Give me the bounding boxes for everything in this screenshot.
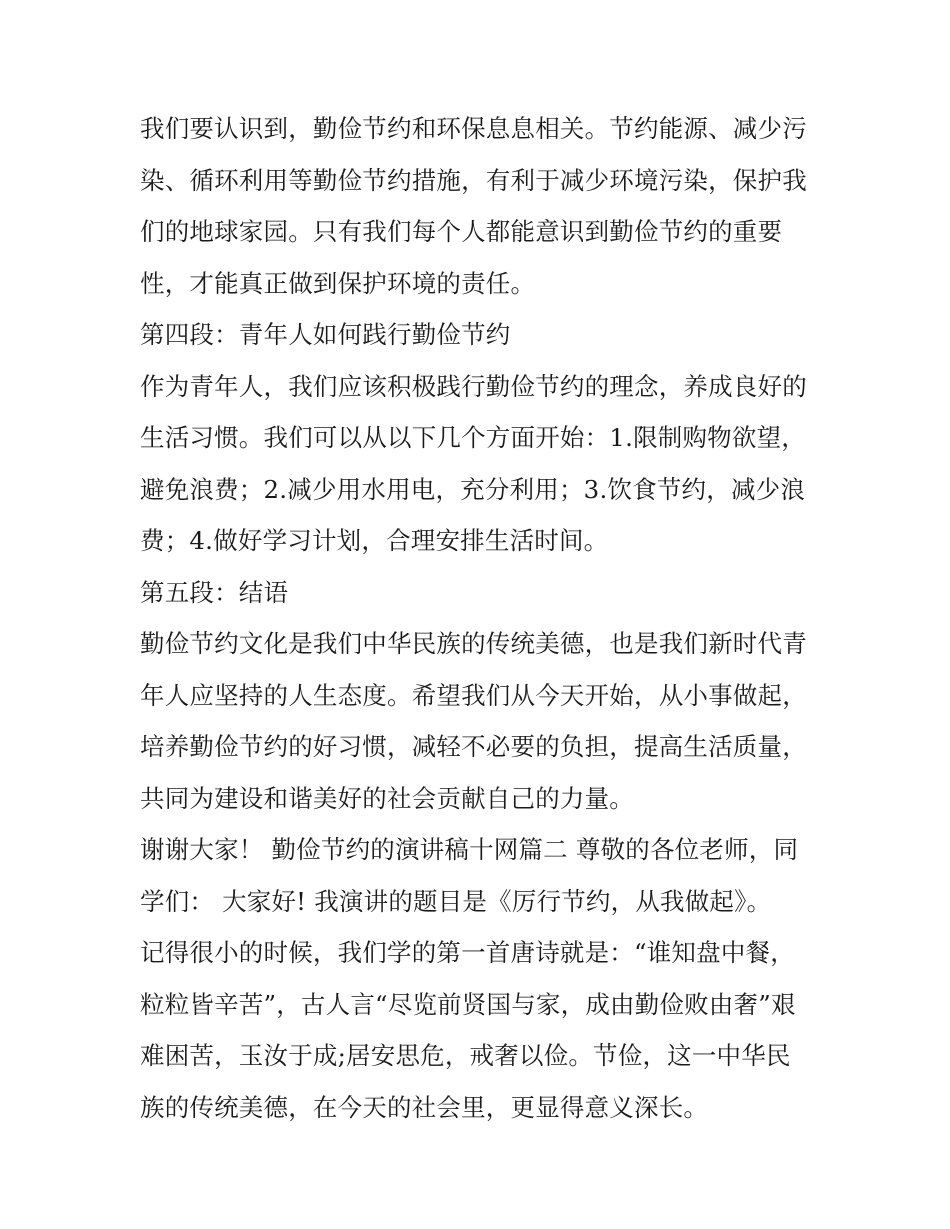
section-heading: 第五段：结语: [140, 577, 289, 607]
text-line: 共同为建设和谐美好的社会贡献自己的力量。: [140, 783, 634, 813]
text-line: 难困苦，玉汝于成;居安思危，戒奢以俭。节俭，这一中华民: [140, 1041, 791, 1070]
text-line: 勤俭节约文化是我们中华民族的传统美德，也是我们新时代青: [140, 629, 807, 658]
text-line: 我们要认识到，勤俭节约和环保息息相关。节约能源、减少污: [140, 114, 807, 143]
text-line: 学们： 大家好! 我演讲的题目是《厉行节约，从我做起》。: [140, 886, 772, 916]
text-line: 族的传统美德，在今天的社会里，更显得意义深长。: [140, 1092, 709, 1122]
document-body: [140, 103, 820, 1133]
text-line: 费；4.做好学习计划，合理安排生活时间。: [140, 526, 609, 555]
text-line: 作为青年人，我们应该积极践行勤俭节约的理念，养成良好的: [140, 371, 807, 401]
text-line: 培养勤俭节约的好习惯，减轻不必要的负担，提高生活质量，: [140, 732, 807, 761]
text-line: 年人应坚持的人生态度。希望我们从今天开始，从小事做起，: [140, 680, 807, 710]
text-line: 染、循环利用等勤俭节约措施，有利于减少环境污染，保护我: [140, 165, 807, 195]
section-heading: 第四段：青年人如何践行勤俭节约: [140, 320, 511, 349]
text-line: 粒粒皆辛苦”，古人言“尽览前贤国与家，成由勤俭败由奢”艰: [140, 989, 796, 1019]
text-line: 生活习惯。我们可以从以下几个方面开始：1.限制购物欲望，: [140, 423, 806, 452]
text-line: 性，才能真正做到保护环境的责任。: [140, 268, 536, 298]
text-line: 记得很小的时候，我们学的第一首唐诗就是：“谁知盘中餐，: [140, 938, 795, 967]
text-line: 避免浪费；2.减少用水用电，充分利用；3.饮食节约，减少浪: [140, 474, 806, 504]
text-line: 们的地球家园。只有我们每个人都能意识到勤俭节约的重要: [140, 217, 783, 246]
text-line: 谢谢大家！ 勤俭节约的演讲稿十网篇二 尊敬的各位老师，同: [140, 835, 799, 864]
